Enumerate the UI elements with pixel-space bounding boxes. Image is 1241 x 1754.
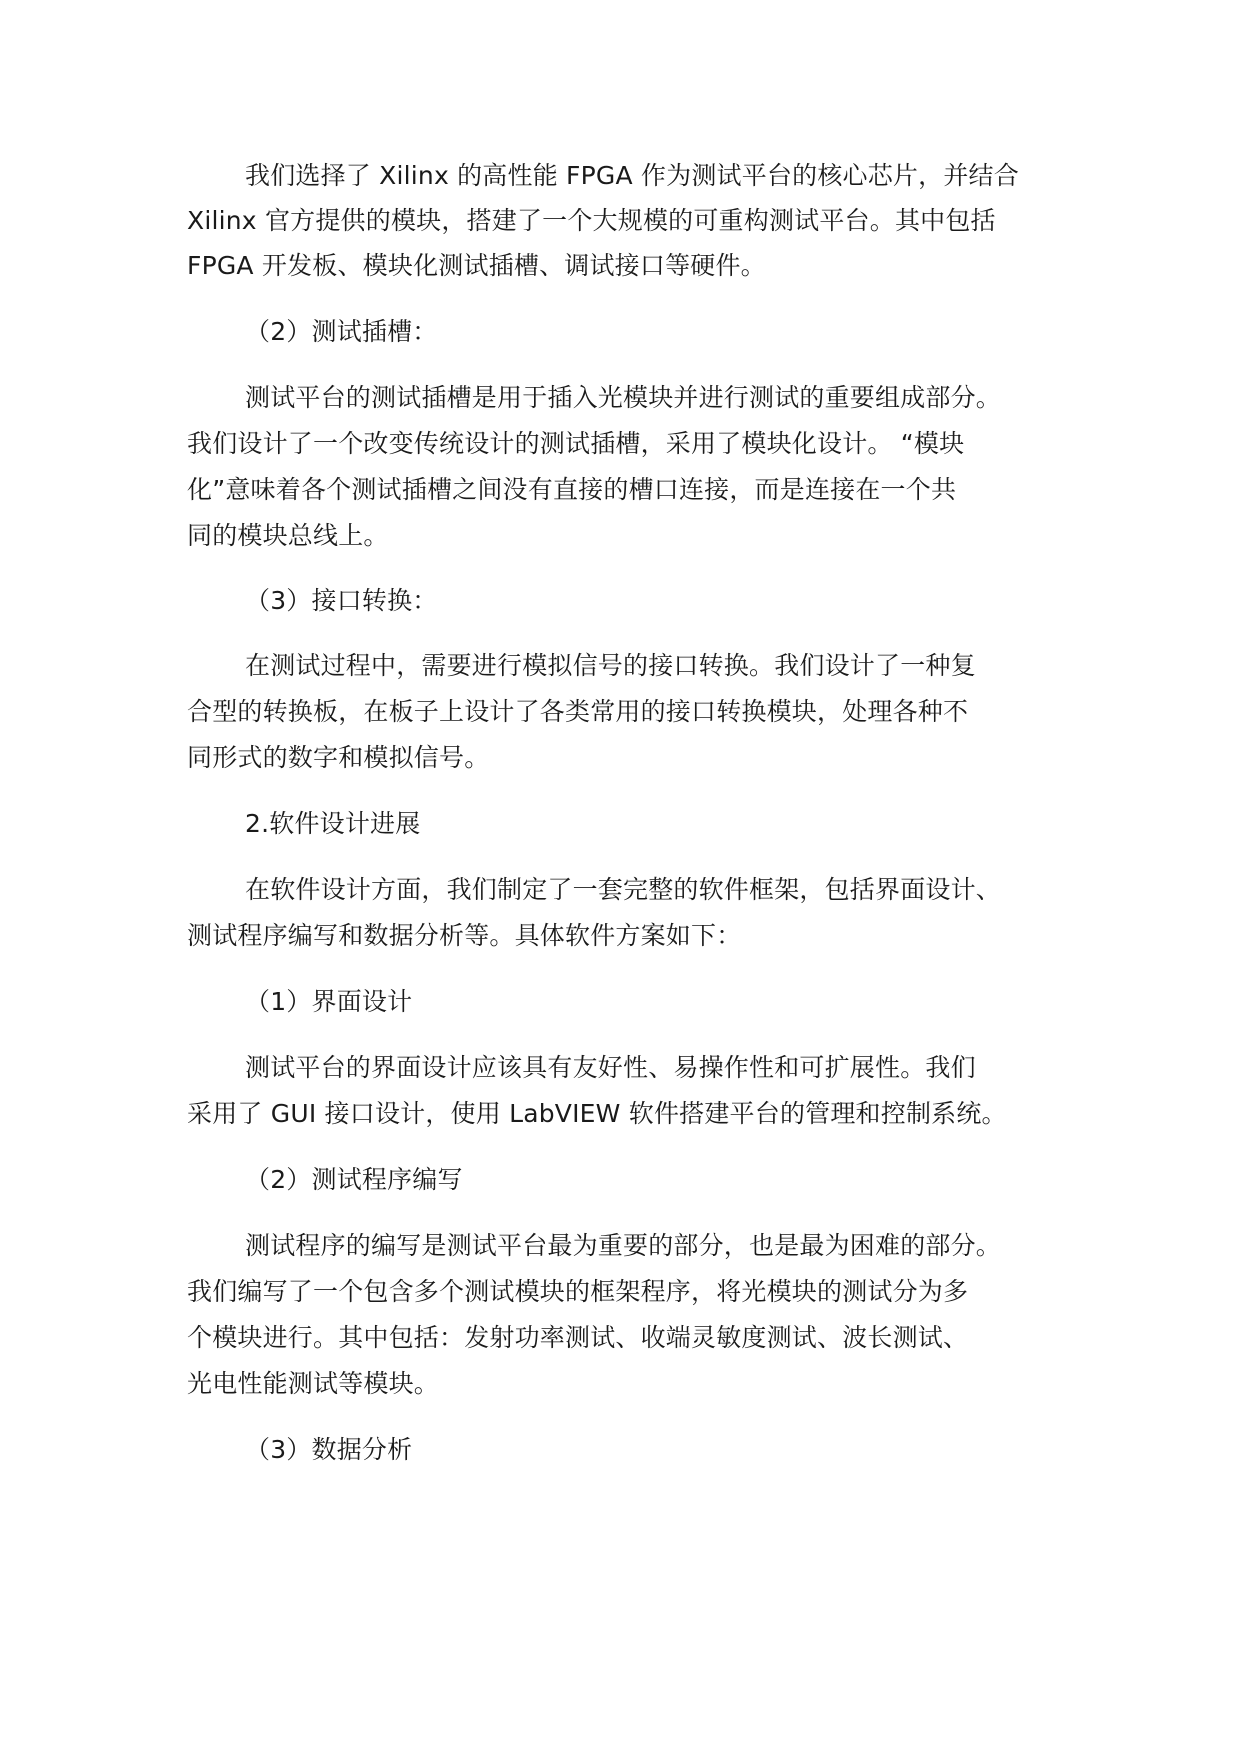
paragraph-line: 在测试过程中，需要进行模拟信号的接口转换。我们设计了一种复	[245, 651, 976, 680]
paragraph-line: 测试平台的测试插槽是用于插入光模块并进行测试的重要组成部分。	[245, 383, 1002, 412]
paragraph-line: Xilinx 官方提供的模块，搭建了一个大规模的可重构测试平台。其中包括	[187, 206, 996, 235]
paragraph-line: 我们选择了 Xilinx 的高性能 FPGA 作为测试平台的核心芯片，并结合	[245, 161, 1019, 190]
section-heading: （3）接口转换：	[245, 586, 438, 615]
paragraph-line: 我们编写了一个包含多个测试模块的框架程序，将光模块的测试分为多	[187, 1277, 969, 1306]
section-heading: （3）数据分析	[245, 1435, 413, 1464]
paragraph-line: 化”意味着各个测试插槽之间没有直接的槽口连接，而是连接在一个共	[187, 475, 957, 504]
paragraph-line: 采用了 GUI 接口设计，使用 LabVIEW 软件搭建平台的管理和控制系统。	[187, 1099, 1007, 1128]
paragraph-line: FPGA 开发板、模块化测试插槽、调试接口等硬件。	[187, 251, 766, 280]
paragraph-line: 合型的转换板，在板子上设计了各类常用的接口转换模块，处理各种不	[187, 697, 969, 726]
paragraph-line: 光电性能测试等模块。	[187, 1369, 440, 1398]
paragraph-line: 个模块进行。其中包括：发射功率测试、收端灵敏度测试、波长测试、	[187, 1323, 969, 1352]
section-heading: （2）测试程序编写	[245, 1165, 463, 1194]
paragraph-line: 测试程序编写和数据分析等。具体软件方案如下：	[187, 921, 742, 950]
section-heading: （1）界面设计	[245, 987, 413, 1016]
paragraph-line: 测试平台的界面设计应该具有友好性、易操作性和可扩展性。我们	[245, 1053, 976, 1082]
section-heading: 2.软件设计进展	[245, 809, 421, 838]
paragraph-line: 同的模块总线上。	[187, 521, 389, 550]
paragraph-line: 同形式的数字和模拟信号。	[187, 743, 490, 772]
paragraph-line: 在软件设计方面，我们制定了一套完整的软件框架，包括界面设计、	[245, 875, 1002, 904]
paragraph-line: 我们设计了一个改变传统设计的测试插槽，采用了模块化设计。 “模块	[187, 429, 965, 458]
paragraph-line: 测试程序的编写是测试平台最为重要的部分，也是最为困难的部分。	[245, 1231, 1002, 1260]
section-heading: （2）测试插槽：	[245, 317, 438, 346]
